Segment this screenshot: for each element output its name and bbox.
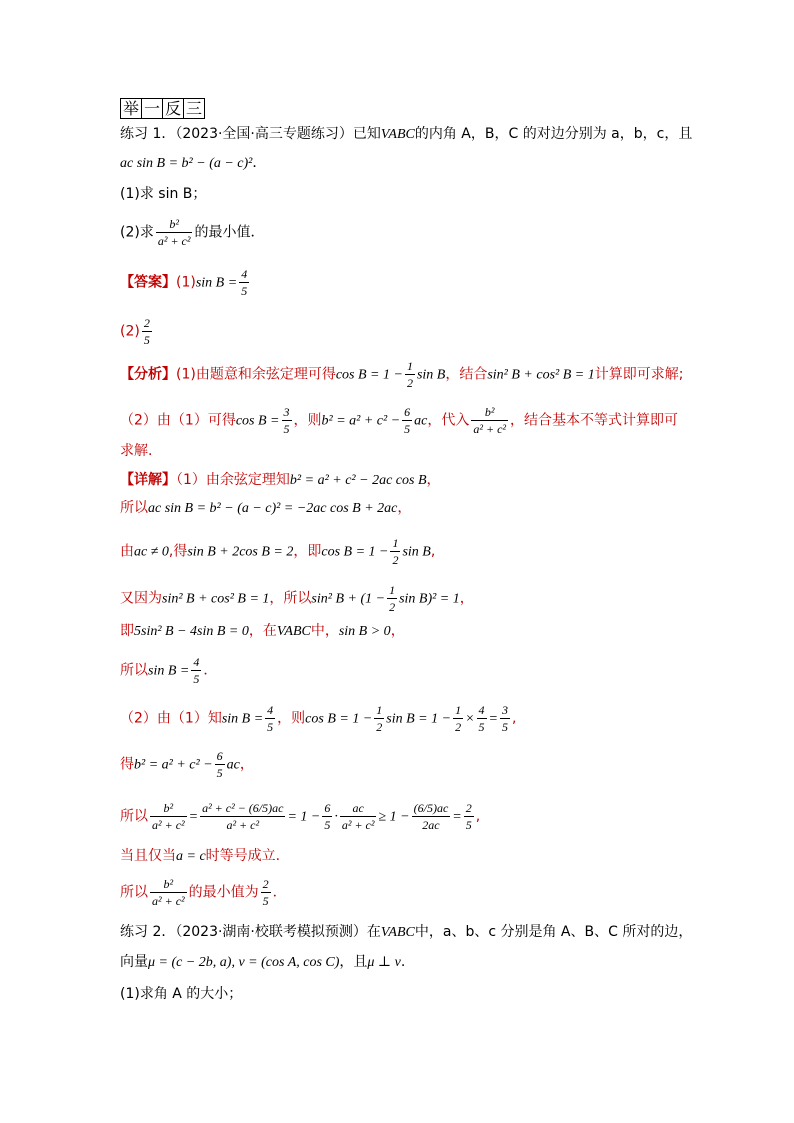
ex2-question-1: (1)求角 A 的大小； <box>120 986 243 1002</box>
text-segment: 中，a、b、c 分别是角 A、B、C 所对的边， <box>414 924 693 940</box>
text-segment: （2）由（1）知 <box>120 710 222 727</box>
fraction <box>156 216 193 249</box>
text-segment: 所以 <box>120 808 148 825</box>
text-segment: 1 <box>376 703 383 717</box>
text-segment: (2)求 <box>120 224 154 241</box>
text-segment: ，在 <box>248 623 277 639</box>
detail-2 <box>120 498 411 519</box>
text-segment: ． <box>252 155 267 171</box>
text-segment: 5 <box>143 333 150 347</box>
text-segment: , <box>430 543 436 560</box>
text-segment: b² <box>150 800 187 817</box>
fraction <box>453 702 463 735</box>
ex1-question-1: (1)求 sin B； <box>120 186 207 202</box>
text-segment: 4 <box>267 703 274 717</box>
fraction <box>402 404 412 437</box>
text-segment: 当且仅当 <box>120 848 176 864</box>
text-segment: a = c <box>176 849 206 864</box>
text-segment: = <box>188 809 199 825</box>
text-segment: ac <box>226 757 240 773</box>
text-segment: , <box>511 710 517 727</box>
text-segment: ，即 <box>293 543 322 560</box>
text-segment: sin B)² = 1 <box>399 591 460 607</box>
text-segment: ，结合 <box>445 366 488 383</box>
text-segment: 2 <box>143 316 150 330</box>
text-segment: ，且 <box>339 954 368 970</box>
text-segment: . <box>400 954 406 970</box>
text-segment: 5sin² B − 4sin B = 0 <box>134 624 249 639</box>
text-segment: = 1 − <box>287 809 321 825</box>
text-segment: VABC <box>380 127 415 142</box>
fraction <box>239 266 249 299</box>
text-segment: 4 <box>193 655 200 669</box>
text-segment: 2 <box>406 376 413 390</box>
text-segment: ． <box>203 662 218 679</box>
text-segment: (6/5)ac <box>413 801 449 815</box>
text-segment: ， <box>426 472 441 488</box>
ex1-condition <box>120 153 266 174</box>
fraction <box>340 800 377 833</box>
section-heading <box>120 99 204 119</box>
text-segment: 3 <box>283 405 290 419</box>
answer-1 <box>120 266 251 299</box>
answer-tag: 【答案】 <box>120 274 176 291</box>
text-segment: 5 <box>501 720 508 734</box>
text-segment: ac sin B = b² − (a − c)² = −2ac cos B + 2ac <box>148 501 398 516</box>
text-segment: cos B = 1 − <box>321 544 389 560</box>
fraction <box>387 582 397 615</box>
text-segment: 的内角 A，B，C 的对边分别为 a，b，c，且 <box>414 126 693 142</box>
text-segment: 1 <box>389 583 396 597</box>
fraction <box>215 748 225 781</box>
detail-10 <box>120 846 280 867</box>
text-segment: 向量 <box>120 954 148 970</box>
ex1-question-2 <box>120 216 264 249</box>
heading-char-2: 一 <box>141 98 163 119</box>
heading-char-1: 举 <box>120 98 142 119</box>
answer-2 <box>120 315 154 348</box>
text-segment: 所以 <box>120 500 148 516</box>
text-segment: (1)由题意和余弦定理可得 <box>176 366 336 383</box>
text-segment: ac <box>414 413 428 429</box>
text-segment: 2 <box>376 720 383 734</box>
text-segment: 时等号成立. <box>205 848 281 864</box>
text-segment: 练习 1．（2023·全国·高三专题练习）已知 <box>120 126 381 142</box>
fraction <box>464 800 474 833</box>
text-segment: a² + c² <box>226 818 260 832</box>
fraction <box>282 404 292 437</box>
text-segment: ， <box>459 590 474 607</box>
text-segment: sin B > 0 <box>338 624 391 639</box>
detail-tag: 【详解】 <box>120 472 176 488</box>
text-segment: 得 <box>120 756 134 773</box>
text-segment: a² + c² − (6/5)ac <box>202 801 284 815</box>
ex2-intro <box>120 922 692 943</box>
text-segment: (1) <box>176 274 196 291</box>
text-segment: 由 <box>120 543 134 560</box>
fraction <box>150 800 187 833</box>
text-segment: 即 <box>120 623 134 639</box>
text-segment: μ ⊥ v <box>367 955 401 970</box>
text-segment: sin B = <box>148 663 190 679</box>
detail-7 <box>120 702 516 735</box>
text-segment: VABC <box>276 624 311 639</box>
detail-1 <box>120 470 441 491</box>
text-segment: a² + c² <box>341 818 375 832</box>
text-segment: = <box>488 711 498 727</box>
ex1-intro <box>120 124 692 145</box>
text-segment: 5 <box>404 422 411 436</box>
text-segment: （2）由（1）可得 <box>120 412 236 429</box>
text-segment: cos B = 1 − <box>305 711 373 727</box>
fraction <box>265 702 275 735</box>
text-segment: 2 <box>465 801 472 815</box>
fraction <box>471 404 508 437</box>
detail-5 <box>120 621 405 642</box>
text-segment: 1 <box>406 359 413 373</box>
text-segment: ac <box>340 800 377 817</box>
text-segment: 的最小值． <box>194 224 265 241</box>
analysis-2-end: 求解. <box>120 443 153 459</box>
text-segment: ≥ 1 − <box>378 809 410 825</box>
analysis-1 <box>120 358 683 391</box>
text-segment: 5 <box>241 284 248 298</box>
heading-char-3: 反 <box>162 98 184 119</box>
text-segment: 2 <box>262 877 269 891</box>
text-segment: ，代入 <box>427 412 470 429</box>
fraction <box>374 702 384 735</box>
text-segment: b² = a² + c² − <box>134 757 213 773</box>
text-segment: sin² B + cos² B = 1 <box>487 367 595 383</box>
text-segment: ,得 <box>168 543 188 560</box>
text-segment: ，结合基本不等式计算即可 <box>510 412 678 429</box>
text-segment: sin B = 1 − <box>386 711 452 727</box>
fraction <box>191 654 201 687</box>
text-segment: ，则 <box>293 412 322 429</box>
text-segment: cos B = 1 − <box>335 367 403 383</box>
text-segment: sin² B + cos² B = 1 <box>162 591 270 607</box>
fraction <box>405 358 415 391</box>
detail-6 <box>120 654 217 687</box>
text-segment: 3 <box>501 703 508 717</box>
text-segment: 5 <box>193 672 200 686</box>
text-segment: 2 <box>455 720 462 734</box>
text-segment: b² <box>150 876 187 893</box>
text-segment: ac sin B = b² − (a − c)² <box>120 156 253 171</box>
text-segment: sin B = <box>195 275 238 291</box>
text-segment: ， <box>239 756 254 773</box>
text-segment: 的最小值为 <box>188 884 259 901</box>
fraction <box>390 535 400 568</box>
text-segment: 4 <box>478 703 485 717</box>
text-segment: ，所以 <box>269 590 312 607</box>
text-segment: a² + c² <box>473 422 506 436</box>
text-segment: (2) <box>120 323 140 340</box>
text-segment: 5 <box>216 766 223 780</box>
text-segment: 2 <box>389 600 396 614</box>
text-segment: 5 <box>478 720 485 734</box>
text-segment: 计算即可求解; <box>594 366 684 383</box>
text-segment: （1）由余弦定理知 <box>176 472 290 488</box>
fraction <box>412 800 451 833</box>
text-segment: b² = a² + c² − <box>321 413 401 429</box>
text-segment: sin B + 2cos B = 2 <box>187 544 294 560</box>
text-segment: 又因为 <box>120 590 162 607</box>
text-segment: 5 <box>324 818 331 832</box>
heading-char-4: 三 <box>183 98 205 119</box>
text-segment: b² = a² + c² − 2ac cos B <box>289 473 427 488</box>
text-segment: ． <box>272 884 287 901</box>
text-segment: 练习 2．（2023·湖南·校联考模拟预测）在 <box>120 924 381 940</box>
text-segment: 5 <box>267 720 274 734</box>
detail-9 <box>120 800 480 833</box>
fraction <box>150 876 187 909</box>
text-segment: b² <box>471 404 508 421</box>
fraction <box>261 876 271 909</box>
fraction <box>477 702 487 735</box>
text-segment: 2 <box>392 553 399 567</box>
text-segment: 6 <box>216 749 223 763</box>
detail-4 <box>120 582 474 615</box>
text-segment: , <box>475 808 481 825</box>
detail-3 <box>120 535 435 568</box>
ex2-vectors <box>120 952 405 973</box>
analysis-2 <box>120 404 678 437</box>
text-segment: sin B = <box>221 711 264 727</box>
text-segment: 5 <box>465 818 472 832</box>
fraction <box>322 800 332 833</box>
text-segment: ， <box>390 623 405 639</box>
text-segment: a² + c² <box>152 818 185 832</box>
text-segment: 5 <box>262 894 269 908</box>
detail-8 <box>120 748 254 781</box>
fraction <box>500 702 510 735</box>
text-segment: sin B <box>416 367 446 383</box>
text-segment: sin² B + (1 − <box>311 591 386 607</box>
fraction <box>142 315 152 348</box>
text-segment: μ = (c − 2b, a), v = (cos A, cos C) <box>148 955 340 970</box>
text-segment: sin B <box>402 544 431 560</box>
text-segment: ，则 <box>277 710 306 727</box>
text-segment: a² + c² <box>157 234 191 248</box>
text-segment: a² + c² <box>152 894 185 908</box>
text-segment: · <box>334 809 338 825</box>
text-segment: 6 <box>324 801 331 815</box>
text-segment: 所以 <box>120 662 148 679</box>
text-segment: 5 <box>283 422 290 436</box>
text-segment: 6 <box>404 405 411 419</box>
text-segment: 1 <box>455 703 462 717</box>
text-segment: VABC <box>380 925 415 940</box>
detail-11 <box>120 876 287 909</box>
text-segment: b² <box>156 216 193 233</box>
text-segment: ac ≠ 0 <box>134 544 169 560</box>
text-segment: × <box>465 711 475 727</box>
text-segment: 4 <box>241 267 248 281</box>
text-segment: cos B = <box>235 413 280 429</box>
text-segment: ， <box>397 500 412 516</box>
text-segment: 1 <box>392 536 399 550</box>
analysis-tag: 【分析】 <box>120 366 176 383</box>
text-segment: 2ac <box>422 818 440 832</box>
text-segment: 中， <box>310 623 339 639</box>
fraction <box>200 800 285 833</box>
text-segment: = <box>452 809 462 825</box>
text-segment: 所以 <box>120 884 148 901</box>
